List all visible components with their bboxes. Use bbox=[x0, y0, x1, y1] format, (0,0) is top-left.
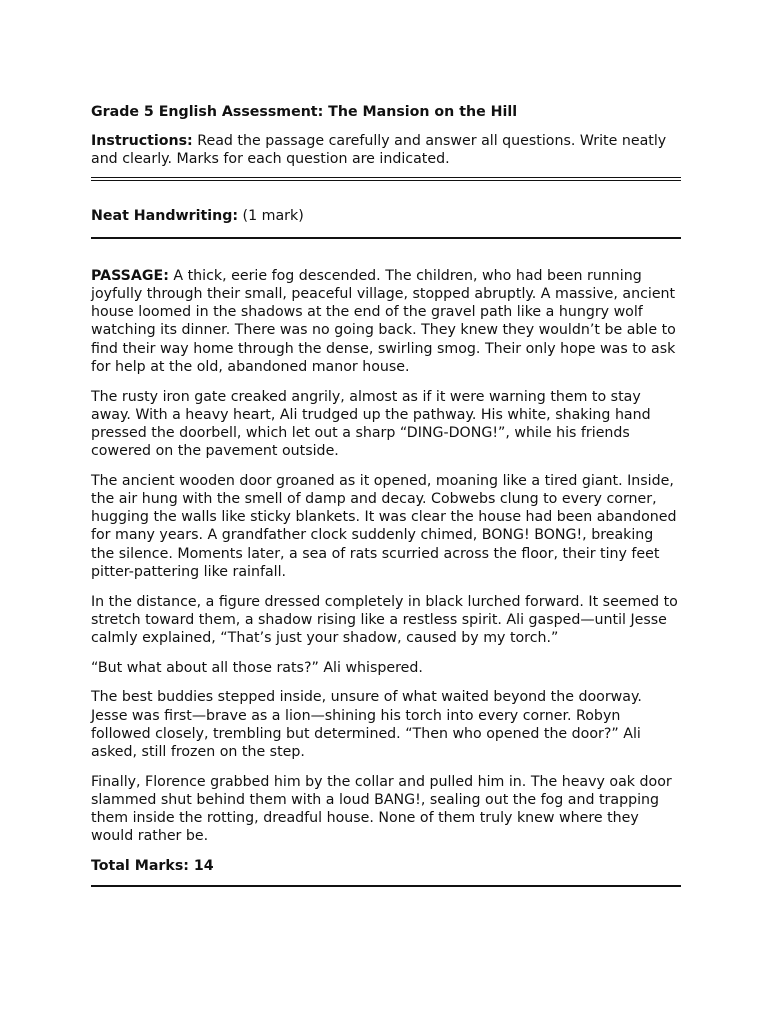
assessment-page bbox=[91, 103, 681, 887]
handwriting-label: Neat Handwriting: bbox=[91, 207, 239, 224]
handwriting-line bbox=[91, 207, 681, 225]
instructions-label: Instructions: bbox=[91, 133, 193, 150]
passage-paragraph-6: The best buddies stepped inside, unsure of what waited beyond the doorway. Jesse was first—brave as a lion—shining his torch into every corner. Robyn followed closely, trembling but determined. “Then who opened the door?” Ali asked, still frozen on the step. bbox=[91, 689, 642, 760]
passage-paragraph-2: The rusty iron gate creaked angrily, almost as if it were warning them to stay away. With a heavy heart, Ali trudged up the pathway. His white, shaking hand pressed the doorbell, which let out a sharp “DING-DONG!”, while his friends cowered on the pavement outside. bbox=[91, 388, 651, 460]
passage-paragraph-3: The ancient wooden door groaned as it opened, moaning like a tired giant. Inside, the air hung with the smell of damp and decay. Cobwebs clung to every corner, hugging the walls like sticky blankets. It was clear the house had been abandoned for many years. A grandfather clock suddenly chimed, BONG! BONG!, breaking the silence. Moments later, a sea of rats scurried across the floor, their tiny feet pitter-pattering like rainfall. bbox=[91, 472, 677, 580]
passage-paragraph-1 bbox=[91, 267, 681, 376]
passage-paragraph-5: “But what about all those rats?” Ali whispered. bbox=[91, 659, 423, 676]
passage-paragraph-4: In the distance, a figure dressed completely in black lurched forward. It seemed to stretch toward them, a shadow rising like a restless spirit. Ali gasped—until Jesse calmly explained, “That’s just your shadow, caused by my torch.” bbox=[91, 593, 678, 646]
total-marks: Total Marks: 14 bbox=[91, 858, 214, 874]
handwriting-marks: (1 mark) bbox=[238, 207, 304, 224]
passage-label: PASSAGE: bbox=[91, 267, 169, 284]
instructions-text: Read the passage carefully and answer all questions. Write neatly and clearly. Marks for each question are indicated. bbox=[91, 133, 667, 168]
passage-text-1: A thick, eerie fog descended. The children, who had been running joyfully through their small, peaceful village, stopped abruptly. A massive, ancient house loomed in the shadows at the end of the gravel path like a hungry wolf watching its dinner. There was no going back. They knew they wouldn’t be able to find their way home through the dense, swirling smog. Their only hope was to ask for help at the old, abandoned manor house. bbox=[91, 267, 676, 375]
page-title: Grade 5 English Assessment: The Mansion on the Hill bbox=[91, 104, 518, 120]
instructions bbox=[91, 132, 681, 168]
passage-paragraph-7: Finally, Florence grabbed him by the collar and pulled him in. The heavy oak door slammed shut behind them with a loud BANG!, sealing out the fog and trapping them inside the rotting, dreadful house. None of them truly knew where they would rather be. bbox=[91, 773, 672, 845]
bottom-divider bbox=[91, 885, 681, 887]
